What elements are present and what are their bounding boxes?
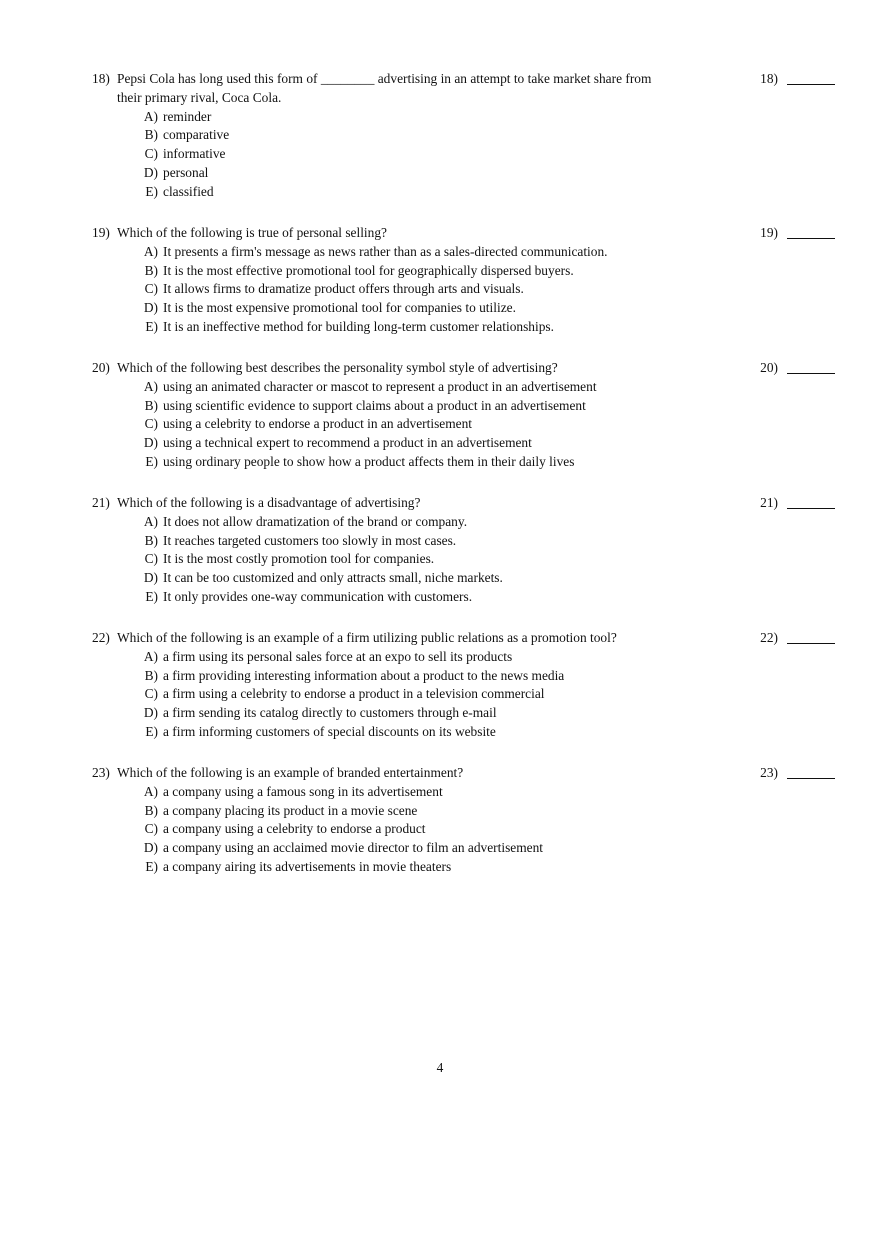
option-text: using a celebrity to endorse a product in an advertisement — [163, 416, 472, 432]
question-text: Which of the following best describes the personality symbol style of advertising? — [117, 360, 558, 375]
option-e[interactable] — [134, 588, 837, 607]
option-b[interactable] — [134, 802, 837, 821]
option-text: a firm using a celebrity to endorse a product in a television commercial — [163, 686, 545, 702]
option-d[interactable] — [134, 434, 837, 453]
option-text: using scientific evidence to support claims about a product in an advertisement — [163, 397, 586, 413]
option-e[interactable] — [134, 723, 837, 742]
question-23 — [92, 764, 837, 877]
question-text: Which of the following is an example of a firm utilizing public relations as a promotion tool? — [117, 630, 617, 645]
option-letter: D) — [143, 435, 158, 451]
option-letter: A) — [143, 243, 158, 259]
option-letter: D) — [143, 164, 158, 180]
question-21 — [92, 494, 837, 607]
option-a[interactable] — [134, 378, 837, 397]
option-c[interactable] — [134, 415, 837, 434]
option-letter: C) — [144, 146, 158, 162]
question-header — [92, 224, 837, 243]
option-text: It does not allow dramatization of the brand or company. — [163, 513, 468, 529]
option-e[interactable] — [134, 453, 837, 472]
option-text: It is the most costly promotion tool for companies. — [163, 551, 435, 567]
answer-slot — [751, 224, 835, 243]
question-19 — [92, 224, 837, 337]
option-d[interactable] — [134, 839, 837, 858]
answer-blank[interactable] — [787, 70, 835, 85]
answer-slot — [751, 629, 835, 648]
option-letter: B) — [144, 262, 158, 278]
option-letter: E) — [145, 453, 158, 469]
option-letter: C) — [144, 281, 158, 297]
question-header — [92, 359, 837, 378]
page-number: 4 — [436, 1060, 444, 1075]
question-number: 23) — [92, 765, 110, 780]
option-b[interactable] — [134, 397, 837, 416]
option-letter: E) — [145, 588, 158, 604]
option-a[interactable] — [134, 648, 837, 667]
question-header — [92, 70, 837, 108]
option-a[interactable] — [134, 783, 837, 802]
question-text: Pepsi Cola has long used this form of ________ advertising in an attempt to take market share from their primary rival, Coca Cola. — [117, 71, 652, 105]
option-a[interactable] — [134, 108, 837, 127]
answer-blank[interactable] — [787, 224, 835, 239]
option-text: personal — [163, 164, 209, 180]
option-e[interactable] — [134, 183, 837, 202]
option-d[interactable] — [134, 164, 837, 183]
answer-blank[interactable] — [787, 764, 835, 779]
question-header — [92, 629, 837, 648]
option-letter: D) — [143, 300, 158, 316]
option-text: It is the most expensive promotional tool for companies to utilize. — [163, 300, 516, 316]
answer-number: 21) — [760, 495, 778, 510]
option-c[interactable] — [134, 145, 837, 164]
option-text: a company using a celebrity to endorse a product — [163, 821, 426, 837]
option-list — [92, 243, 837, 337]
option-d[interactable] — [134, 569, 837, 588]
option-letter: B) — [144, 532, 158, 548]
answer-slot — [751, 494, 835, 513]
option-letter: A) — [143, 783, 158, 799]
option-text: comparative — [163, 127, 230, 143]
option-letter: E) — [145, 183, 158, 199]
question-number: 20) — [92, 360, 110, 375]
answer-blank[interactable] — [787, 359, 835, 374]
option-text: using a technical expert to recommend a product in an advertisement — [163, 435, 532, 451]
option-letter: B) — [144, 397, 158, 413]
option-text: a company using a famous song in its advertisement — [163, 783, 443, 799]
answer-slot — [751, 764, 835, 783]
option-letter: D) — [143, 840, 158, 856]
option-letter: B) — [144, 127, 158, 143]
question-header — [92, 494, 837, 513]
option-letter: C) — [144, 821, 158, 837]
option-e[interactable] — [134, 318, 837, 337]
option-d[interactable] — [134, 704, 837, 723]
question-text: Which of the following is a disadvantage of advertising? — [117, 495, 421, 510]
option-text: a firm sending its catalog directly to customers through e-mail — [163, 705, 497, 721]
question-header — [92, 764, 837, 783]
answer-number: 18) — [760, 71, 778, 86]
option-list — [92, 378, 837, 472]
option-a[interactable] — [134, 513, 837, 532]
option-b[interactable] — [134, 262, 837, 281]
option-list — [92, 783, 837, 877]
option-letter: D) — [143, 705, 158, 721]
question-number: 21) — [92, 495, 110, 510]
option-text: a company airing its advertisements in movie theaters — [163, 858, 452, 874]
question-number: 22) — [92, 630, 110, 645]
option-list — [92, 648, 837, 742]
option-text: It allows firms to dramatize product offers through arts and visuals. — [163, 281, 524, 297]
question-text: Which of the following is an example of branded entertainment? — [117, 765, 464, 780]
option-b[interactable] — [134, 532, 837, 551]
option-letter: A) — [143, 378, 158, 394]
option-list — [92, 108, 837, 202]
option-text: using an animated character or mascot to represent a product in an advertisement — [163, 378, 597, 394]
option-letter: B) — [144, 802, 158, 818]
option-text: It is the most effective promotional tool for geographically dispersed buyers. — [163, 262, 574, 278]
question-text: Which of the following is true of personal selling? — [117, 225, 387, 240]
option-letter: C) — [144, 551, 158, 567]
option-text: It reaches targeted customers too slowly in most cases. — [163, 532, 457, 548]
question-22 — [92, 629, 837, 742]
answer-number: 22) — [760, 630, 778, 645]
question-number: 19) — [92, 225, 110, 240]
option-text: a firm providing interesting information about a product to the news media — [163, 667, 565, 683]
option-text: It only provides one-way communication with customers. — [163, 588, 473, 604]
option-letter: C) — [144, 686, 158, 702]
option-text: It is an ineffective method for building long-term customer relationships. — [163, 318, 554, 334]
option-letter: C) — [144, 416, 158, 432]
option-letter: D) — [143, 570, 158, 586]
option-text: using ordinary people to show how a product affects them in their daily lives — [163, 453, 575, 469]
option-text: a firm using its personal sales force at an expo to sell its products — [163, 648, 513, 664]
question-number: 18) — [92, 71, 110, 86]
option-letter: A) — [143, 513, 158, 529]
option-letter: E) — [145, 318, 158, 334]
option-list — [92, 513, 837, 607]
option-text: It can be too customized and only attracts small, niche markets. — [163, 570, 503, 586]
option-c[interactable] — [134, 820, 837, 839]
option-text: informative — [163, 146, 226, 162]
option-letter: E) — [145, 723, 158, 739]
option-c[interactable] — [134, 280, 837, 299]
option-letter: A) — [143, 648, 158, 664]
answer-number: 23) — [760, 765, 778, 780]
option-text: reminder — [163, 108, 212, 124]
option-d[interactable] — [134, 299, 837, 318]
question-20 — [92, 359, 837, 472]
answer-slot — [751, 359, 835, 378]
option-e[interactable] — [134, 858, 837, 877]
answer-number: 20) — [760, 360, 778, 375]
option-letter: E) — [145, 858, 158, 874]
option-text: classified — [163, 183, 214, 199]
answer-blank[interactable] — [787, 494, 835, 509]
option-c[interactable] — [134, 550, 837, 569]
option-text: a company placing its product in a movie scene — [163, 802, 418, 818]
answer-number: 19) — [760, 225, 778, 240]
option-text: It presents a firm's message as news rather than as a sales-directed communication. — [163, 243, 608, 259]
option-b[interactable] — [134, 126, 837, 145]
answer-slot — [751, 70, 835, 89]
option-c[interactable] — [134, 685, 837, 704]
option-letter: A) — [143, 108, 158, 124]
option-b[interactable] — [134, 667, 837, 686]
option-letter: B) — [144, 667, 158, 683]
option-text: a firm informing customers of special discounts on its website — [163, 723, 496, 739]
option-a[interactable] — [134, 243, 837, 262]
option-text: a company using an acclaimed movie director to film an advertisement — [163, 840, 544, 856]
answer-blank[interactable] — [787, 629, 835, 644]
question-18 — [92, 70, 837, 202]
